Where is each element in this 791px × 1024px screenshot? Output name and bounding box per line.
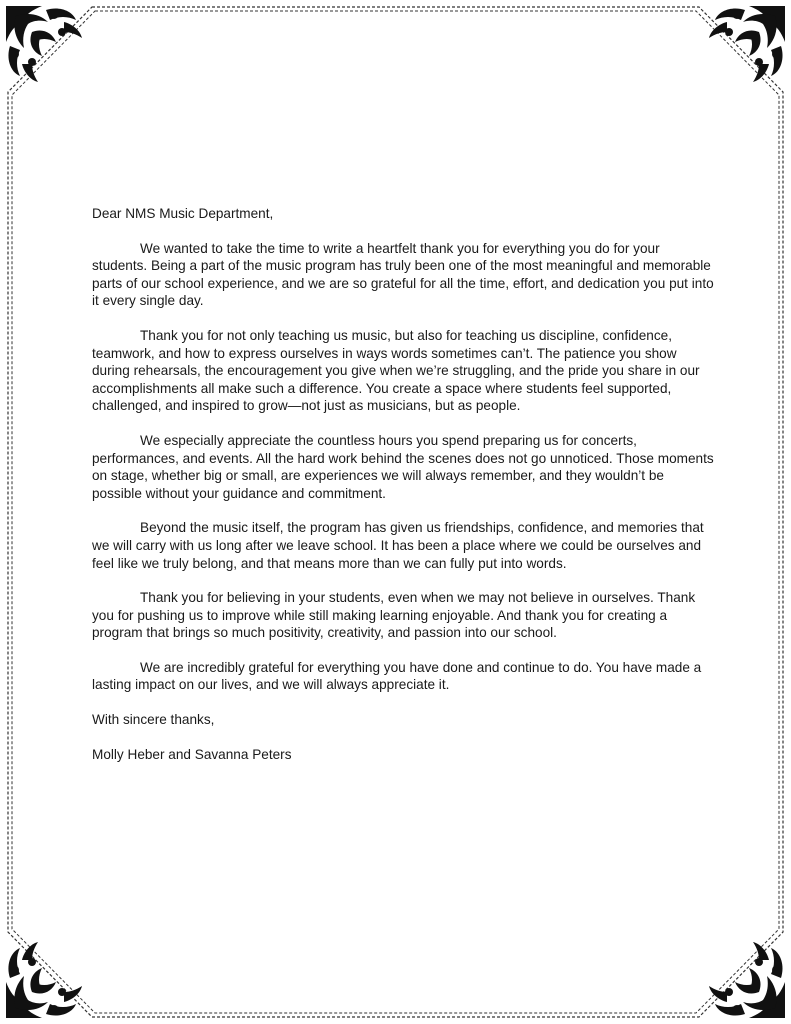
thank-you-letter <box>92 205 714 780</box>
letter-salutation: Dear NMS Music Department, <box>92 206 274 221</box>
letter-paragraph: We especially appreciate the countless hours you spend preparing us for concerts, performances, and events. All the hard work behind the scenes does not go unnoticed. Those moments on stage, whether big or small, are experiences we will always remember, and they wouldn’t be possible without your guidance and commitment. <box>92 432 714 501</box>
fleur-de-lis-corner-ornament-icon <box>701 2 789 90</box>
letter-paragraph: We wanted to take the time to write a heartfelt thank you for everything you do for your students. Being a part of the music program has truly been one of the most meaningful and memorable parts of our school experience, and we are so grateful for all the time, effort, and dedication you put into it every single day. <box>92 240 714 309</box>
letter-paragraph: Beyond the music itself, the program has given us friendships, confidence, and memories that we will carry with us long after we leave school. It has been a place where we could be ourselves and feel like we truly belong, and that means more than we can fully put into words. <box>92 520 704 571</box>
fleur-de-lis-corner-ornament-icon <box>2 2 90 90</box>
letter-signature: Molly Heber and Savanna Peters <box>92 746 292 762</box>
letter-paragraph: We are incredibly grateful for everything you have done and continue to do. You have made a lasting impact on our lives, and we will always appreciate it. <box>92 659 702 693</box>
fleur-de-lis-corner-ornament-icon <box>2 934 90 1022</box>
letter-paragraph: Thank you for believing in your students, even when we may not believe in ourselves. Thank you for pushing us to improve while still making learning enjoyable. And thank you for creating a program that brings so much positivity, creativity, and passion into our school. <box>92 590 696 641</box>
letter-closing: With sincere thanks, <box>92 712 215 728</box>
letter-paragraph: Thank you for not only teaching us music, but also for teaching us discipline, confidence, teamwork, and how to express ourselves in ways words sometimes can’t. The patience you show during rehearsals, the encouragement you give when we’re struggling, and the pride you share in our accomplishments all make such a difference. You create a space where students feel supported, challenged, and inspired to grow—not just as musicians, but as people. <box>92 327 700 414</box>
fleur-de-lis-corner-ornament-icon <box>701 934 789 1022</box>
